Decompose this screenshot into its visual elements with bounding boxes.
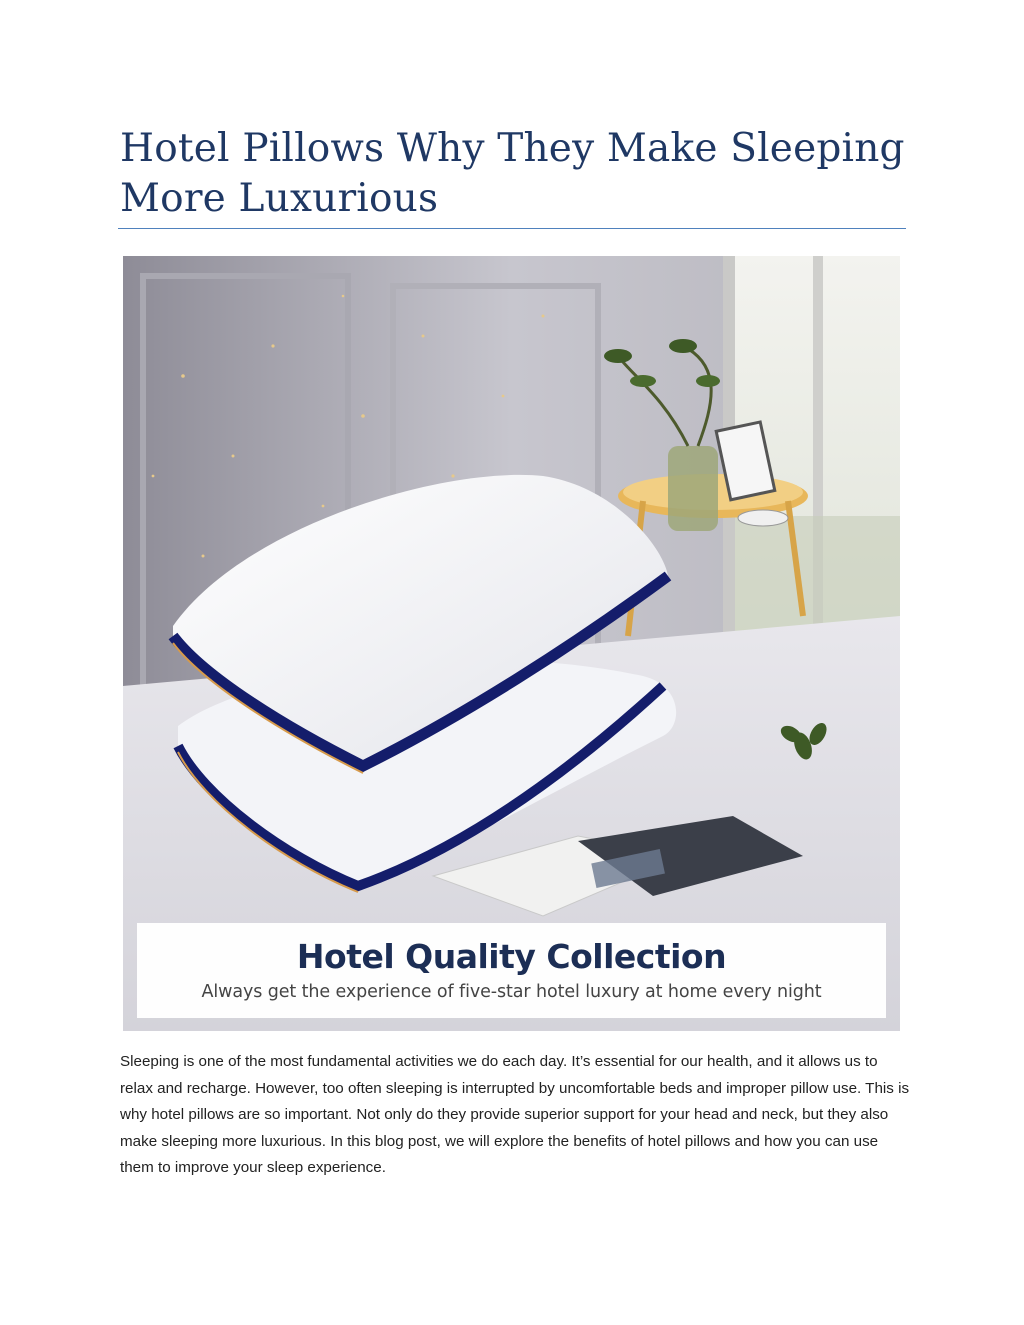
banner-subheading: Always get the experience of five-star hotel luxury at home every night (201, 982, 822, 1002)
promo-banner (137, 923, 886, 1018)
product-image (123, 256, 900, 1031)
article-title: Hotel Pillows Why They Make Sleeping More Luxurious (120, 126, 905, 221)
teacup (738, 510, 788, 526)
title-underline (118, 228, 906, 229)
product-scene-illustration (123, 256, 900, 1031)
article-body: Sleeping is one of the most fundamental activities we do each day. It’s essential for our health, and it allows us to relax and recharge. However, too often sleeping is interrupted by uncomfortable beds and improper pillow use. This is why hotel pillows are so important. Not only do they provide superior support for your head and neck, but they also make sleeping more luxurious. In this blog post, we will explore the benefits of hotel pillows and how you can use them to improve your sleep experience. (120, 1053, 910, 1176)
banner-heading: Hotel Quality Collection (296, 937, 727, 976)
